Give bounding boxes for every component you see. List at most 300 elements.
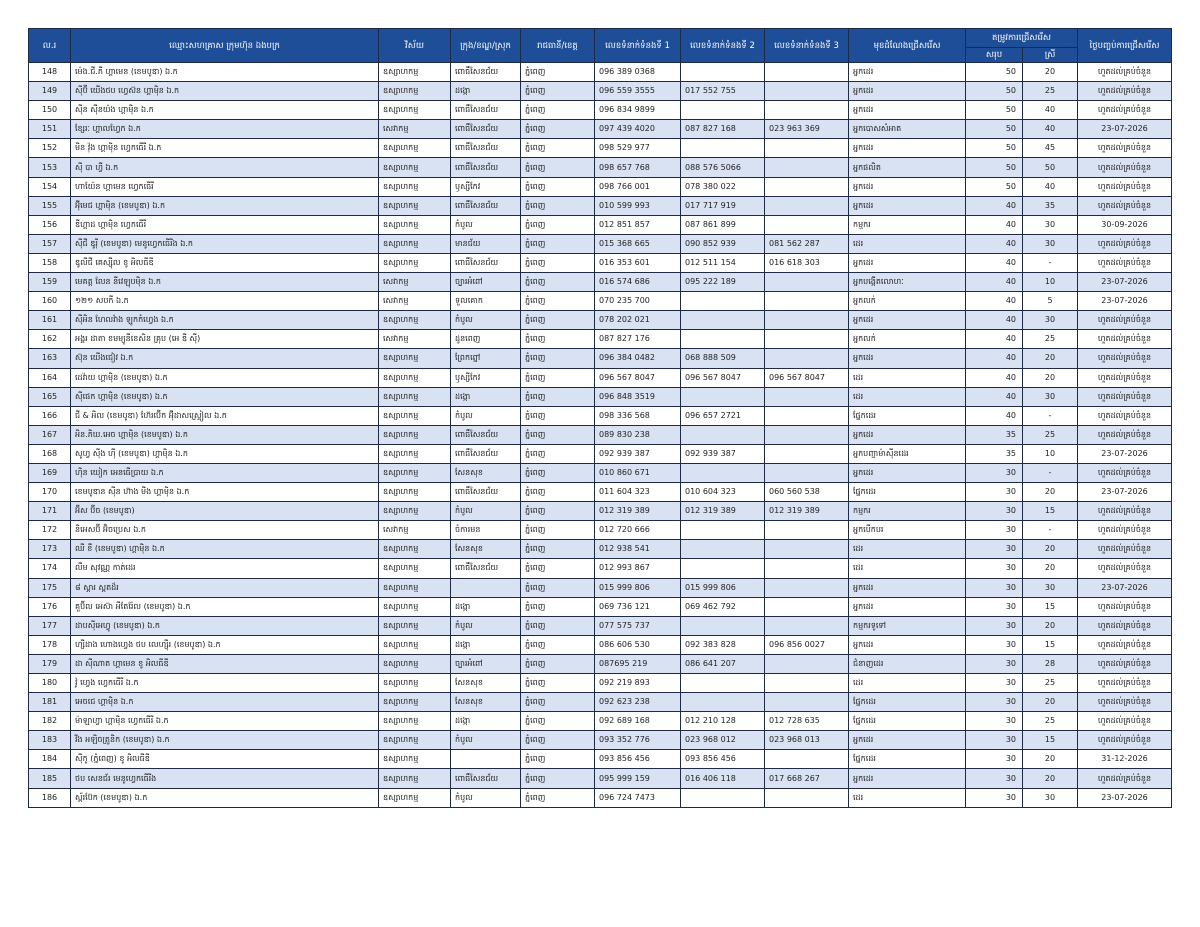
cell-position: កម្មករ bbox=[849, 215, 966, 234]
cell-phone-3 bbox=[765, 215, 849, 234]
cell-phone-3 bbox=[765, 425, 849, 444]
cell-phone-2: 017 717 919 bbox=[681, 196, 765, 215]
cell-phone-3: 096 856 0027 bbox=[765, 635, 849, 654]
cell-phone-1: 015 368 665 bbox=[595, 234, 681, 253]
cell-company-name: ម៉េង.ជី.ភី ហ្គាមេន (ខេមបូឌា) ឯ.ក bbox=[71, 63, 379, 82]
cell-sector: ឧស្សាហកម្ម bbox=[379, 387, 451, 406]
cell-female: 15 bbox=[1023, 635, 1078, 654]
cell-company-name: ស៊ុន យើងជៀវ ឯ.ក bbox=[71, 349, 379, 368]
cell-total: 30 bbox=[966, 712, 1023, 731]
cell-phone-3 bbox=[765, 387, 849, 406]
cell-phone-3: 023 963 369 bbox=[765, 120, 849, 139]
cell-no: 177 bbox=[29, 616, 71, 635]
cell-phone-2 bbox=[681, 311, 765, 330]
cell-sector: សេវាកម្ម bbox=[379, 521, 451, 540]
cell-no: 170 bbox=[29, 483, 71, 502]
table-row bbox=[29, 502, 1172, 521]
table-row bbox=[29, 444, 1172, 463]
cell-sector: សេវាកម្ម bbox=[379, 120, 451, 139]
table-row bbox=[29, 616, 1172, 635]
cell-no: 162 bbox=[29, 330, 71, 349]
table-row bbox=[29, 82, 1172, 101]
cell-company-name: ស៊ីផេក ហ្គាម៉ិន (ខេមបូឌា) ឯ.ក bbox=[71, 387, 379, 406]
cell-position: អ្នកដេរ bbox=[849, 253, 966, 272]
cell-sector: ឧស្សាហកម្ម bbox=[379, 444, 451, 463]
cell-district: កំបូល bbox=[451, 788, 521, 807]
cell-deadline: ហួតដល់គ្រប់ចំនួន bbox=[1078, 101, 1172, 120]
cell-phone-2: 012 319 389 bbox=[681, 502, 765, 521]
cell-district: ដង្កោ bbox=[451, 712, 521, 731]
cell-deadline: ហួតដល់គ្រប់ចំនួន bbox=[1078, 769, 1172, 788]
cell-no: 159 bbox=[29, 273, 71, 292]
cell-phone-1: 010 599 993 bbox=[595, 196, 681, 215]
cell-phone-2: 010 604 323 bbox=[681, 483, 765, 502]
cell-deadline: ហួតដល់គ្រប់ចំនួន bbox=[1078, 368, 1172, 387]
cell-phone-3 bbox=[765, 788, 849, 807]
cell-sector: ឧស្សាហកម្ម bbox=[379, 540, 451, 559]
cell-total: 30 bbox=[966, 769, 1023, 788]
cell-phone-1: 096 389 0368 bbox=[595, 63, 681, 82]
cell-no: 167 bbox=[29, 425, 71, 444]
cell-sector: ឧស្សាហកម្ម bbox=[379, 731, 451, 750]
cell-phone-1: 097 439 4020 bbox=[595, 120, 681, 139]
cell-female: 30 bbox=[1023, 788, 1078, 807]
cell-deadline: 23-07-2026 bbox=[1078, 483, 1172, 502]
cell-district: ដូនពេញ bbox=[451, 330, 521, 349]
cell-deadline: ហួតដល់គ្រប់ចំនួន bbox=[1078, 330, 1172, 349]
cell-position: អ្នកបោសសំអាត bbox=[849, 120, 966, 139]
cell-deadline: ហួតដល់គ្រប់ចំនួន bbox=[1078, 597, 1172, 616]
table-row bbox=[29, 387, 1172, 406]
cell-sector: ឧស្សាហកម្ម bbox=[379, 368, 451, 387]
cell-district: ពោធិ៍សែនជ័យ bbox=[451, 101, 521, 120]
cell-position: អ្នកដេរ bbox=[849, 82, 966, 101]
cell-phone-2: 015 999 806 bbox=[681, 578, 765, 597]
cell-total: 35 bbox=[966, 425, 1023, 444]
cell-phone-3 bbox=[765, 616, 849, 635]
cell-sector: ឧស្សាហកម្ម bbox=[379, 425, 451, 444]
cell-total: 30 bbox=[966, 635, 1023, 654]
cell-total: 40 bbox=[966, 196, 1023, 215]
cell-position: ដេរ bbox=[849, 540, 966, 559]
cell-phone-3: 016 618 303 bbox=[765, 253, 849, 272]
cell-phone-3 bbox=[765, 444, 849, 463]
cell-province: ភ្នំពេញ bbox=[521, 196, 595, 215]
cell-company-name: ស៊ី បា ហ្វី ឯ.ក bbox=[71, 158, 379, 177]
cell-district: មានជ័យ bbox=[451, 234, 521, 253]
cell-deadline: 31-12-2026 bbox=[1078, 750, 1172, 769]
cell-sector: ឧស្សាហកម្ម bbox=[379, 616, 451, 635]
cell-total: 30 bbox=[966, 559, 1023, 578]
cell-company-name: ឌូលីជី គេស្ស៊ីល ខូ អិលធីឌី bbox=[71, 253, 379, 272]
cell-phone-2: 068 888 509 bbox=[681, 349, 765, 368]
cell-position: ដេរ bbox=[849, 674, 966, 693]
cell-no: 166 bbox=[29, 406, 71, 425]
cell-company-name: ដា ស៊ីណាត ហ្គាមេន ខូ អិលធីឌី bbox=[71, 654, 379, 673]
header-district: ក្រុង/ខណ្ឌ/ស្រុក bbox=[451, 29, 521, 63]
cell-deadline: 23-07-2026 bbox=[1078, 273, 1172, 292]
cell-province: ភ្នំពេញ bbox=[521, 502, 595, 521]
cell-phone-2: 017 552 755 bbox=[681, 82, 765, 101]
cell-position: ដេរ bbox=[849, 559, 966, 578]
cell-phone-1: 077 575 737 bbox=[595, 616, 681, 635]
cell-deadline: ហួតដល់គ្រប់ចំនួន bbox=[1078, 234, 1172, 253]
cell-position: ផ្នែកដេរ bbox=[849, 693, 966, 712]
cell-no: 163 bbox=[29, 349, 71, 368]
header-sector: វិស័យ bbox=[379, 29, 451, 63]
cell-no: 154 bbox=[29, 177, 71, 196]
table-row bbox=[29, 311, 1172, 330]
cell-province: ភ្នំពេញ bbox=[521, 253, 595, 272]
cell-sector: ឧស្សាហកម្ម bbox=[379, 597, 451, 616]
cell-district: ឫស្សីកែវ bbox=[451, 368, 521, 387]
cell-phone-1: 012 319 389 bbox=[595, 502, 681, 521]
cell-phone-1: 016 353 601 bbox=[595, 253, 681, 272]
cell-province: ភ្នំពេញ bbox=[521, 120, 595, 139]
cell-total: 30 bbox=[966, 750, 1023, 769]
cell-position: ផ្នែកដេរ bbox=[849, 406, 966, 425]
cell-total: 40 bbox=[966, 215, 1023, 234]
cell-district: ឫស្សីកែវ bbox=[451, 177, 521, 196]
table-row bbox=[29, 330, 1172, 349]
cell-total: 40 bbox=[966, 330, 1023, 349]
cell-sector: ឧស្សាហកម្ម bbox=[379, 750, 451, 769]
cell-female: 40 bbox=[1023, 120, 1078, 139]
cell-sector: ឧស្សាហកម្ម bbox=[379, 502, 451, 521]
cell-total: 40 bbox=[966, 349, 1023, 368]
cell-female: 30 bbox=[1023, 234, 1078, 253]
table-row bbox=[29, 215, 1172, 234]
cell-district: ពោធិ៍សែនជ័យ bbox=[451, 444, 521, 463]
cell-no: 181 bbox=[29, 693, 71, 712]
cell-sector: ឧស្សាហកម្ម bbox=[379, 139, 451, 158]
cell-no: 150 bbox=[29, 101, 71, 120]
cell-phone-3 bbox=[765, 674, 849, 693]
table-row bbox=[29, 731, 1172, 750]
table-row bbox=[29, 368, 1172, 387]
cell-deadline: ហួតដល់គ្រប់ចំនួន bbox=[1078, 521, 1172, 540]
cell-district: ពោធិ៍សែនជ័យ bbox=[451, 769, 521, 788]
cell-company-name: អេចជេ ហ្គាម៉ិន ឯ.ក bbox=[71, 693, 379, 712]
header-no: ល.រ bbox=[29, 29, 71, 63]
cell-district: សែនសុខ bbox=[451, 463, 521, 482]
cell-female: 20 bbox=[1023, 349, 1078, 368]
table-row bbox=[29, 712, 1172, 731]
cell-phone-1: 070 235 700 bbox=[595, 292, 681, 311]
cell-phone-2 bbox=[681, 540, 765, 559]
table-row bbox=[29, 788, 1172, 807]
cell-sector: ឧស្សាហកម្ម bbox=[379, 693, 451, 712]
cell-company-name: ស៊ីន ស៊ីនយ៉ង ហ្គាម៉ិន ឯ.ក bbox=[71, 101, 379, 120]
cell-position: អ្នកដេរ bbox=[849, 177, 966, 196]
cell-total: 30 bbox=[966, 693, 1023, 712]
cell-phone-1: 015 999 806 bbox=[595, 578, 681, 597]
cell-phone-3 bbox=[765, 693, 849, 712]
cell-phone-1: 012 993 867 bbox=[595, 559, 681, 578]
cell-phone-2 bbox=[681, 674, 765, 693]
cell-province: ភ្នំពេញ bbox=[521, 712, 595, 731]
cell-no: 161 bbox=[29, 311, 71, 330]
cell-phone-2: 087 861 899 bbox=[681, 215, 765, 234]
cell-female: 50 bbox=[1023, 158, 1078, 177]
cell-phone-3 bbox=[765, 177, 849, 196]
cell-position: អ្នកផលិត bbox=[849, 158, 966, 177]
cell-company-name: ៨ ស្តារ ស្ពតដ៏រ bbox=[71, 578, 379, 597]
cell-sector: ឧស្សាហកម្ម bbox=[379, 654, 451, 673]
cell-sector: សេវាកម្ម bbox=[379, 292, 451, 311]
cell-position: ដេរ bbox=[849, 234, 966, 253]
cell-province: ភ្នំពេញ bbox=[521, 387, 595, 406]
cell-sector: សេវាកម្ម bbox=[379, 330, 451, 349]
table-row bbox=[29, 349, 1172, 368]
cell-no: 168 bbox=[29, 444, 71, 463]
cell-deadline: ហួតដល់គ្រប់ចំនួន bbox=[1078, 463, 1172, 482]
cell-phone-2 bbox=[681, 387, 765, 406]
cell-district: ពោធិ៍សែនជ័យ bbox=[451, 139, 521, 158]
cell-total: 50 bbox=[966, 158, 1023, 177]
cell-female: 20 bbox=[1023, 750, 1078, 769]
cell-female: 30 bbox=[1023, 311, 1078, 330]
cell-district: ពោធិ៍សែនជ័យ bbox=[451, 425, 521, 444]
cell-position: អ្នកដេរ bbox=[849, 769, 966, 788]
cell-district: ពោធិ៍សែនជ័យ bbox=[451, 196, 521, 215]
cell-province: ភ្នំពេញ bbox=[521, 654, 595, 673]
cell-no: 186 bbox=[29, 788, 71, 807]
cell-phone-2: 095 222 189 bbox=[681, 273, 765, 292]
table-row bbox=[29, 139, 1172, 158]
cell-no: 178 bbox=[29, 635, 71, 654]
cell-phone-1: 096 724 7473 bbox=[595, 788, 681, 807]
cell-sector: ឧស្សាហកម្ម bbox=[379, 578, 451, 597]
cell-phone-1: 089 830 238 bbox=[595, 425, 681, 444]
cell-district: សែនសុខ bbox=[451, 674, 521, 693]
cell-phone-2: 090 852 939 bbox=[681, 234, 765, 253]
cell-phone-2 bbox=[681, 292, 765, 311]
cell-phone-1: 012 720 666 bbox=[595, 521, 681, 540]
cell-district: ព្រែកព្នៅ bbox=[451, 349, 521, 368]
cell-position: អ្នកដេរ bbox=[849, 635, 966, 654]
cell-company-name: វីង អឡិចត្រូនិក (ខេមបូឌា) ឯ.ក bbox=[71, 731, 379, 750]
cell-female: 20 bbox=[1023, 769, 1078, 788]
cell-deadline: ហួតដល់គ្រប់ចំនួន bbox=[1078, 731, 1172, 750]
header-need: តម្រូវការជ្រើសរើស bbox=[966, 29, 1078, 48]
cell-district: កំបូល bbox=[451, 616, 521, 635]
cell-phone-2: 012 210 128 bbox=[681, 712, 765, 731]
cell-district: ពោធិ៍សែនជ័យ bbox=[451, 483, 521, 502]
cell-province: ភ្នំពេញ bbox=[521, 215, 595, 234]
table-row bbox=[29, 63, 1172, 82]
recruitment-table bbox=[28, 28, 1172, 808]
cell-sector: ឧស្សាហកម្ម bbox=[379, 788, 451, 807]
cell-province: ភ្នំពេញ bbox=[521, 559, 595, 578]
cell-deadline: ហួតដល់គ្រប់ចំនួន bbox=[1078, 674, 1172, 693]
header-phone-3: លេខទំនាក់ទំនងទី 3 bbox=[765, 29, 849, 63]
cell-position: អ្នកដេរ bbox=[849, 425, 966, 444]
cell-phone-3 bbox=[765, 559, 849, 578]
cell-position: អ្នកបើកបរ bbox=[849, 521, 966, 540]
cell-total: 30 bbox=[966, 731, 1023, 750]
cell-total: 40 bbox=[966, 387, 1023, 406]
cell-sector: សេវាកម្ម bbox=[379, 273, 451, 292]
cell-phone-2: 016 406 118 bbox=[681, 769, 765, 788]
cell-female: 20 bbox=[1023, 616, 1078, 635]
cell-phone-3 bbox=[765, 578, 849, 597]
cell-position: អ្នកដេរ bbox=[849, 349, 966, 368]
cell-sector: ឧស្សាហកម្ម bbox=[379, 463, 451, 482]
cell-phone-3 bbox=[765, 540, 849, 559]
cell-phone-1: 092 689 168 bbox=[595, 712, 681, 731]
cell-phone-3 bbox=[765, 406, 849, 425]
cell-total: 30 bbox=[966, 654, 1023, 673]
cell-total: 40 bbox=[966, 311, 1023, 330]
cell-female: - bbox=[1023, 406, 1078, 425]
cell-female: 30 bbox=[1023, 578, 1078, 597]
cell-province: ភ្នំពេញ bbox=[521, 463, 595, 482]
cell-no: 175 bbox=[29, 578, 71, 597]
cell-phone-2: 093 856 456 bbox=[681, 750, 765, 769]
cell-female: 20 bbox=[1023, 368, 1078, 387]
cell-deadline: ហួតដល់គ្រប់ចំនួន bbox=[1078, 540, 1172, 559]
cell-phone-2 bbox=[681, 693, 765, 712]
cell-phone-2 bbox=[681, 521, 765, 540]
cell-phone-3: 023 968 013 bbox=[765, 731, 849, 750]
cell-deadline: ហួតដល់គ្រប់ចំនួន bbox=[1078, 635, 1172, 654]
cell-deadline: 23-07-2026 bbox=[1078, 292, 1172, 311]
cell-sector: ឧស្សាហកម្ម bbox=[379, 63, 451, 82]
cell-sector: ឧស្សាហកម្ម bbox=[379, 406, 451, 425]
cell-female: 25 bbox=[1023, 712, 1078, 731]
cell-phone-1: 010 860 671 bbox=[595, 463, 681, 482]
cell-company-name: ស៊ីជី ឌូរ៉ី (ខេមបូឌា) មេនូហ្វេកធើរីង ឯ.ក bbox=[71, 234, 379, 253]
cell-phone-1: 092 939 387 bbox=[595, 444, 681, 463]
cell-position: អ្នកដេរ bbox=[849, 101, 966, 120]
cell-phone-3 bbox=[765, 196, 849, 215]
cell-district: កំបូល bbox=[451, 406, 521, 425]
cell-phone-2: 012 511 154 bbox=[681, 253, 765, 272]
cell-phone-3 bbox=[765, 463, 849, 482]
cell-deadline: ហួតដល់គ្រប់ចំនួន bbox=[1078, 693, 1172, 712]
cell-phone-2: 096 657 2721 bbox=[681, 406, 765, 425]
cell-phone-2: 096 567 8047 bbox=[681, 368, 765, 387]
cell-total: 50 bbox=[966, 120, 1023, 139]
cell-female: 15 bbox=[1023, 731, 1078, 750]
cell-sector: ឧស្សាហកម្ម bbox=[379, 158, 451, 177]
cell-position: ដេរ bbox=[849, 788, 966, 807]
cell-province: ភ្នំពេញ bbox=[521, 292, 595, 311]
cell-position: ផ្នែកដេរ bbox=[849, 483, 966, 502]
cell-phone-1: 095 999 159 bbox=[595, 769, 681, 788]
header-phone-1: លេខទំនាក់ទំនងទី 1 bbox=[595, 29, 681, 63]
cell-phone-3 bbox=[765, 101, 849, 120]
cell-phone-2 bbox=[681, 330, 765, 349]
cell-no: 157 bbox=[29, 234, 71, 253]
cell-province: ភ្នំពេញ bbox=[521, 234, 595, 253]
cell-phone-1: 087695 219 bbox=[595, 654, 681, 673]
cell-phone-2 bbox=[681, 616, 765, 635]
cell-phone-1: 096 567 8047 bbox=[595, 368, 681, 387]
cell-province: ភ្នំពេញ bbox=[521, 158, 595, 177]
cell-female: - bbox=[1023, 253, 1078, 272]
table-row bbox=[29, 158, 1172, 177]
cell-phone-1: 012 851 857 bbox=[595, 215, 681, 234]
cell-deadline: 23-07-2026 bbox=[1078, 120, 1172, 139]
table-body bbox=[29, 63, 1172, 808]
cell-no: 165 bbox=[29, 387, 71, 406]
cell-company-name: ហ្សីដាង ហោងហ្វេង ថប លេហ្ស៊ីរ (ខេមបូឌា) ឯ.ក bbox=[71, 635, 379, 654]
cell-company-name: មេគត្ត លែន នីវេឡុបម៉ិន ឯ.ក bbox=[71, 273, 379, 292]
cell-sector: ឧស្សាហកម្ម bbox=[379, 101, 451, 120]
cell-no: 156 bbox=[29, 215, 71, 234]
cell-company-name: ម៉ាឡាហ្វា ហ្គាម៉ិន ហ្វេកធើរី ឯ.ក bbox=[71, 712, 379, 731]
cell-sector: ឧស្សាហកម្ម bbox=[379, 349, 451, 368]
cell-female: 20 bbox=[1023, 559, 1078, 578]
table-row bbox=[29, 483, 1172, 502]
cell-position: ផ្នែកដេរ bbox=[849, 712, 966, 731]
cell-total: 30 bbox=[966, 540, 1023, 559]
cell-position: ផ្នែកដេរ bbox=[849, 750, 966, 769]
cell-phone-2 bbox=[681, 788, 765, 807]
cell-female: 25 bbox=[1023, 425, 1078, 444]
cell-province: ភ្នំពេញ bbox=[521, 311, 595, 330]
cell-total: 30 bbox=[966, 788, 1023, 807]
cell-district: ពោធិ៍សែនជ័យ bbox=[451, 559, 521, 578]
cell-phone-3 bbox=[765, 597, 849, 616]
cell-female: 10 bbox=[1023, 273, 1078, 292]
cell-district bbox=[451, 578, 521, 597]
cell-no: 173 bbox=[29, 540, 71, 559]
cell-deadline: 23-07-2026 bbox=[1078, 578, 1172, 597]
table-row bbox=[29, 769, 1172, 788]
table-row bbox=[29, 674, 1172, 693]
table-row bbox=[29, 654, 1172, 673]
cell-no: 149 bbox=[29, 82, 71, 101]
cell-no: 179 bbox=[29, 654, 71, 673]
cell-total: 30 bbox=[966, 616, 1023, 635]
cell-district: ដង្កោ bbox=[451, 82, 521, 101]
cell-phone-1: 092 219 893 bbox=[595, 674, 681, 693]
cell-total: 40 bbox=[966, 273, 1023, 292]
cell-province: ភ្នំពេញ bbox=[521, 769, 595, 788]
cell-female: 40 bbox=[1023, 177, 1078, 196]
cell-province: ភ្នំពេញ bbox=[521, 406, 595, 425]
cell-position: អ្នកដេរ bbox=[849, 196, 966, 215]
cell-company-name: ដាបស៊ីអេហ្វូ (ខេមបូឌា) ឯ.ក bbox=[71, 616, 379, 635]
cell-district: ដង្កោ bbox=[451, 597, 521, 616]
cell-company-name: គួប៊ីល អេស៊ា អីតែរ៉ែល (ខេមបូឌា) ឯ.ក bbox=[71, 597, 379, 616]
cell-deadline: ហួតដល់គ្រប់ចំនួន bbox=[1078, 387, 1172, 406]
cell-phone-3 bbox=[765, 139, 849, 158]
cell-phone-1: 098 529 977 bbox=[595, 139, 681, 158]
cell-phone-3 bbox=[765, 521, 849, 540]
cell-phone-3 bbox=[765, 158, 849, 177]
cell-phone-3: 096 567 8047 bbox=[765, 368, 849, 387]
table-row bbox=[29, 597, 1172, 616]
cell-female: 30 bbox=[1023, 387, 1078, 406]
cell-phone-1: 096 559 3555 bbox=[595, 82, 681, 101]
header-phone-2: លេខទំនាក់ទំនងទី 2 bbox=[681, 29, 765, 63]
cell-no: 182 bbox=[29, 712, 71, 731]
cell-no: 169 bbox=[29, 463, 71, 482]
cell-phone-2: 087 827 168 bbox=[681, 120, 765, 139]
cell-total: 30 bbox=[966, 463, 1023, 482]
table-row bbox=[29, 540, 1172, 559]
cell-position: អ្នកដេរ bbox=[849, 311, 966, 330]
cell-phone-1: 093 352 776 bbox=[595, 731, 681, 750]
cell-province: ភ្នំពេញ bbox=[521, 521, 595, 540]
cell-position: អ្នកដេរ bbox=[849, 139, 966, 158]
cell-female: 45 bbox=[1023, 139, 1078, 158]
cell-province: ភ្នំពេញ bbox=[521, 578, 595, 597]
